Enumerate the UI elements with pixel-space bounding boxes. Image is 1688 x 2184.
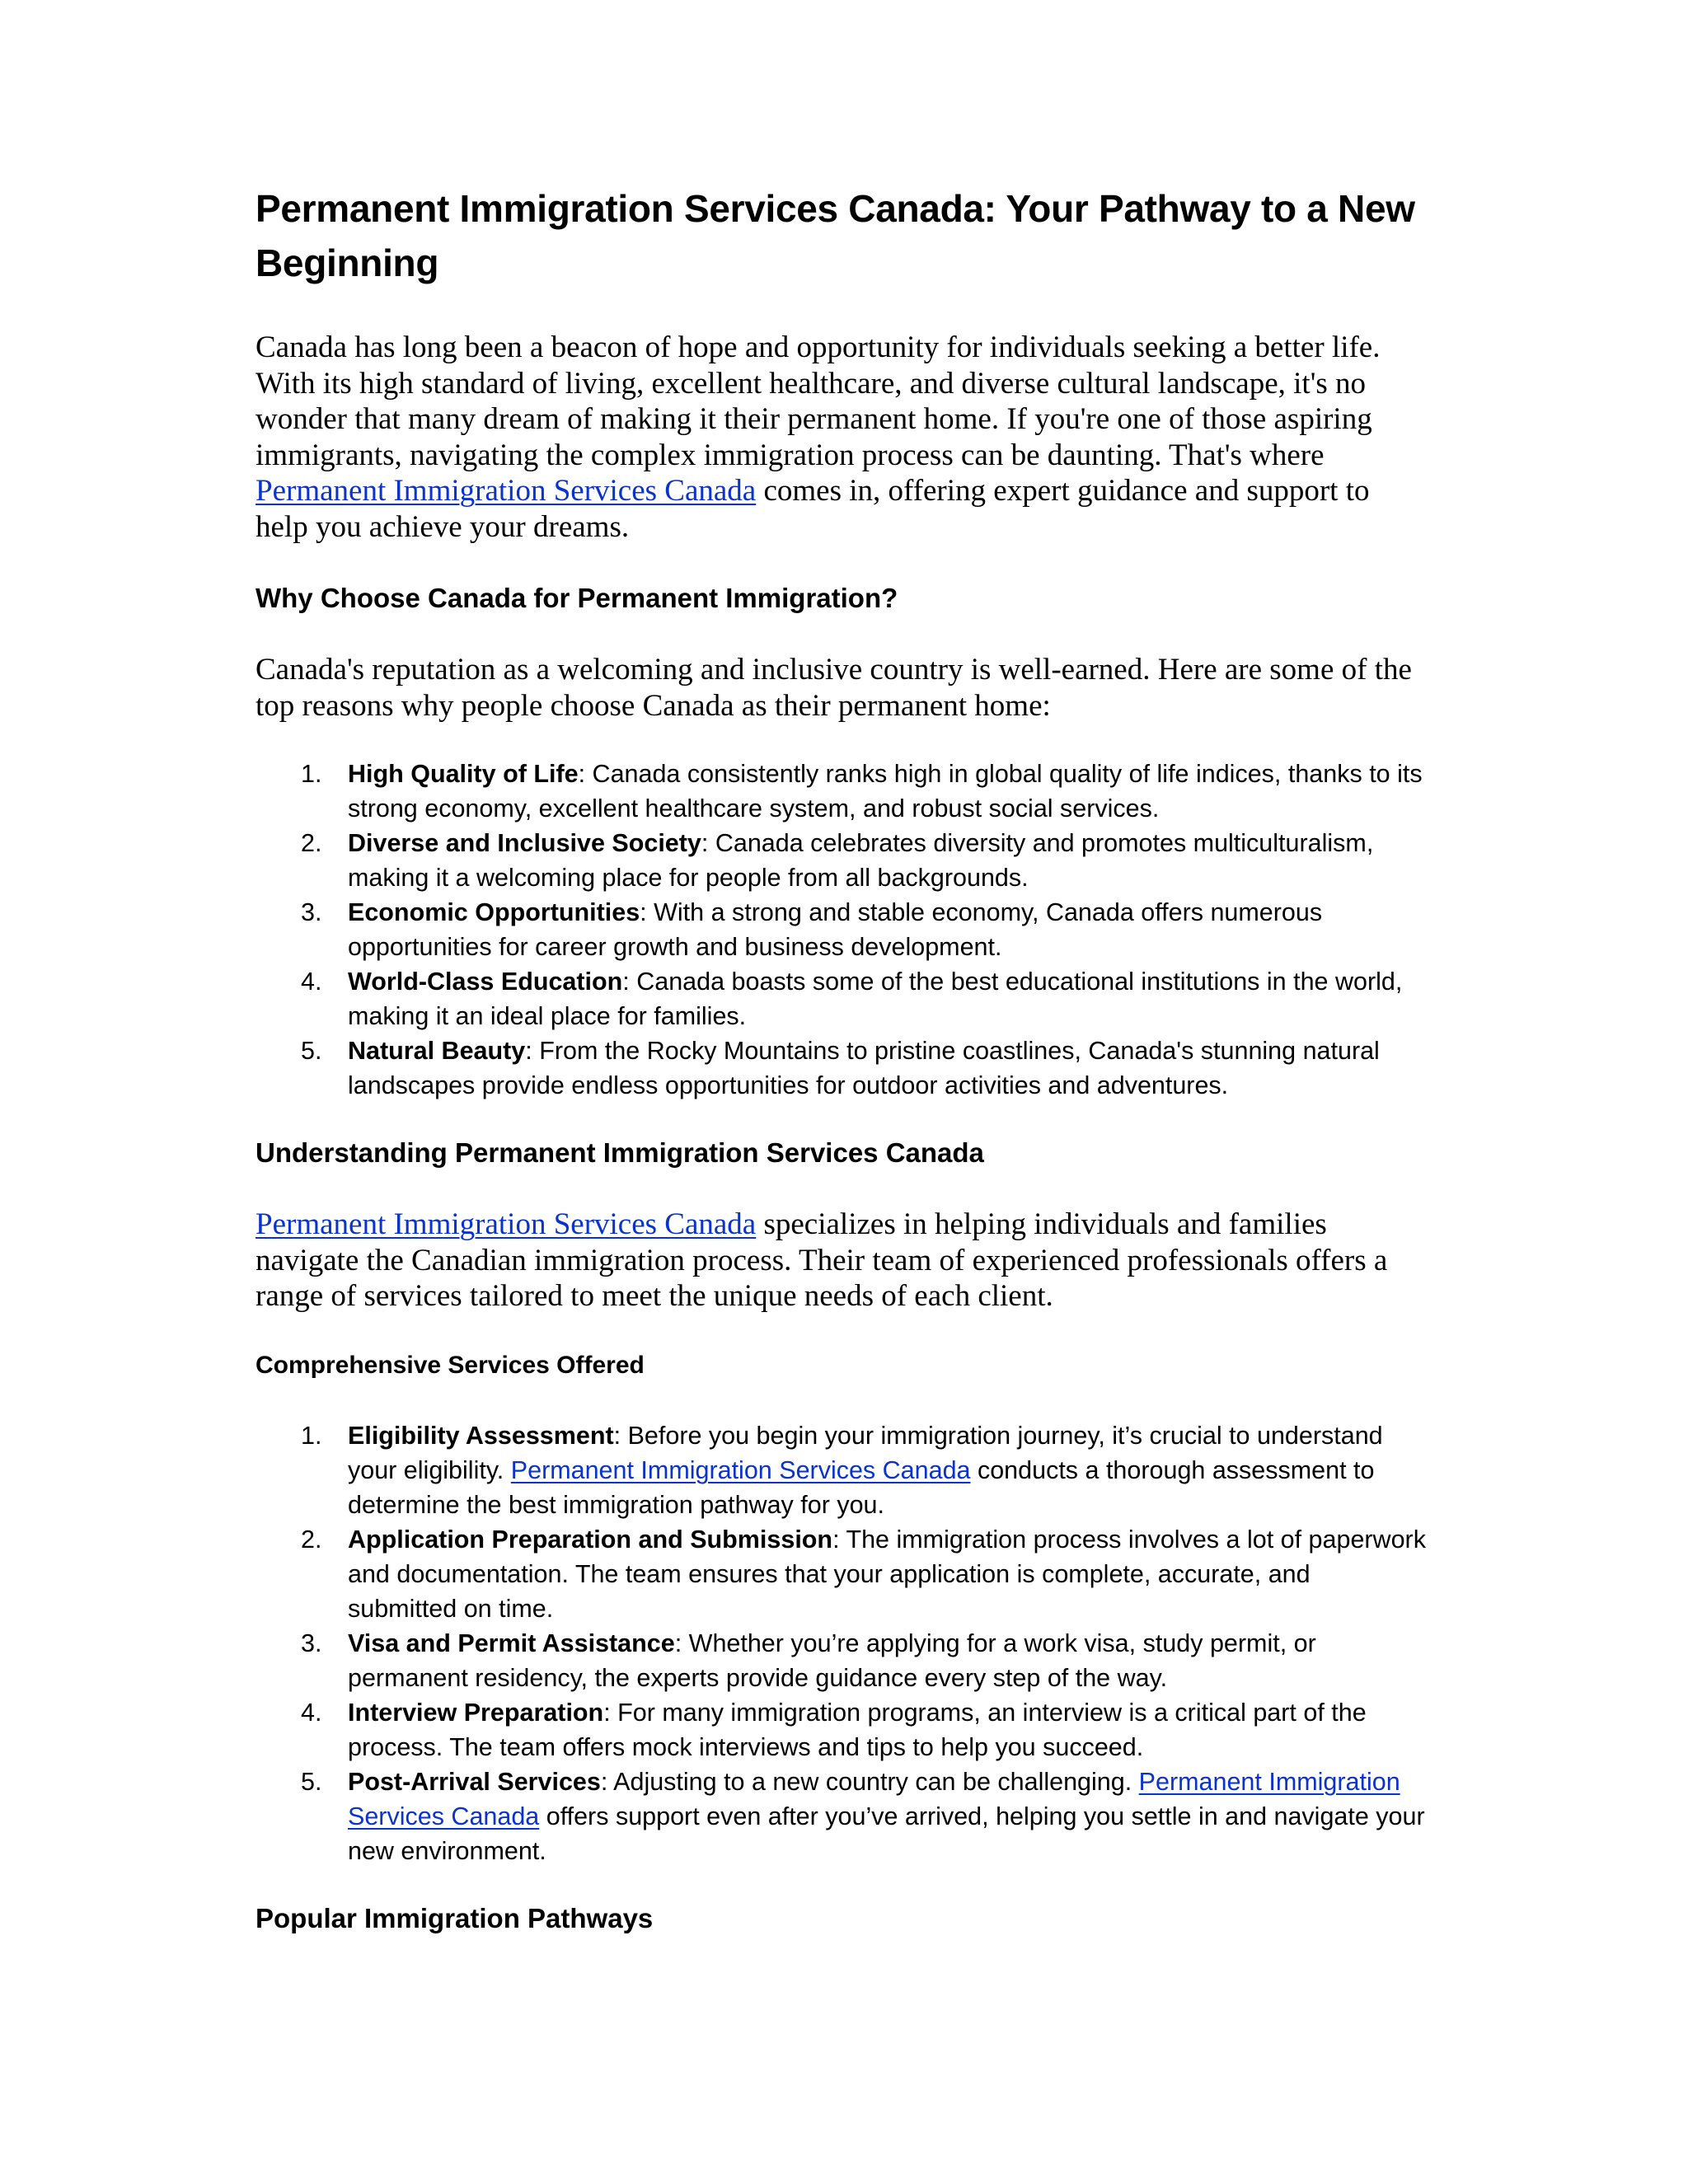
list-item-text: : Before you begin your immigration journey, it’s crucial to understand your eligibility. bbox=[348, 1421, 1383, 1484]
list-number: 3. bbox=[301, 1629, 322, 1657]
list-item-text: : With a strong and stable economy, Canada offers numerous opportunities for career growth and business development. bbox=[348, 898, 1323, 961]
intro-text-before: Canada has long been a beacon of hope and opportunity for individuals seeking a better life. With its high standard of living, excellent healthcare, and diverse cultural landscape, it's no wonder that many dream of making it their permanent home. If you're one of those aspiring immigrants, navigating the complex immigration process can be daunting. That's where bbox=[256, 330, 1381, 472]
list-item-title: World-Class Education bbox=[348, 968, 623, 996]
list-item bbox=[256, 1522, 1426, 1626]
intro-paragraph bbox=[256, 330, 1426, 545]
list-item-title: Eligibility Assessment bbox=[348, 1421, 614, 1450]
list-number: 4. bbox=[301, 1698, 322, 1727]
list-item-title: Diverse and Inclusive Society bbox=[348, 829, 701, 857]
list-item-text: : Canada celebrates diversity and promotes multiculturalism, making it a welcoming place for people from all backgrounds. bbox=[348, 829, 1374, 892]
page-title: Permanent Immigration Services Canada: Your Pathway to a New Beginning bbox=[256, 187, 1415, 284]
list-number: 5. bbox=[301, 1767, 322, 1796]
services-list bbox=[256, 1418, 1426, 1868]
why-paragraph: Canada's reputation as a welcoming and inclusive country is well-earned. Here are some of the top reasons why people choose Canada as their permanent home: bbox=[256, 653, 1412, 723]
list-item-title: Economic Opportunities bbox=[348, 898, 640, 926]
list-item bbox=[256, 1418, 1426, 1522]
list-item-text-after: offers support even after you’ve arrived, helping you settle in and navigate your new environment. bbox=[348, 1802, 1425, 1865]
list-item bbox=[256, 757, 1426, 826]
list-number: 3. bbox=[301, 898, 322, 926]
list-item bbox=[256, 1626, 1426, 1695]
pathways-heading: Popular Immigration Pathways bbox=[256, 1902, 654, 1933]
list-item bbox=[256, 964, 1426, 1033]
list-number: 2. bbox=[301, 1525, 322, 1554]
why-list bbox=[256, 757, 1426, 1103]
services-heading: Comprehensive Services Offered bbox=[256, 1351, 645, 1379]
list-item-title: Natural Beauty bbox=[348, 1037, 526, 1065]
understanding-paragraph bbox=[256, 1207, 1426, 1315]
list-item-text: : Whether you’re applying for a work visa, study permit, or permanent residency, the experts provide guidance every step of the way. bbox=[348, 1629, 1316, 1692]
list-item-text: : From the Rocky Mountains to pristine coastlines, Canada's stunning natural landscapes provide endless opportunities for outdoor activities and adventures. bbox=[348, 1037, 1380, 1099]
list-number: 1. bbox=[301, 1421, 322, 1450]
list-item-title: Post-Arrival Services bbox=[348, 1767, 601, 1796]
list-item bbox=[256, 1765, 1426, 1868]
list-item-title: Interview Preparation bbox=[348, 1698, 604, 1727]
list-item bbox=[256, 1695, 1426, 1765]
document-content bbox=[256, 181, 1426, 1936]
list-item-title: Application Preparation and Submission bbox=[348, 1525, 833, 1554]
list-item-text: : The immigration process involves a lot of paperwork and documentation. The team ensures that your application is complete, accurate, and submitted on time. bbox=[348, 1525, 1426, 1623]
list-item-text: : Canada consistently ranks high in global quality of life indices, thanks to its strong economy, excellent healthcare system, and robust social services. bbox=[348, 760, 1423, 823]
list-item-text-after: conducts a thorough assessment to determine the best immigration pathway for you. bbox=[348, 1455, 1375, 1519]
list-item bbox=[256, 826, 1426, 895]
list-number: 1. bbox=[301, 760, 322, 788]
list-number: 4. bbox=[301, 968, 322, 996]
list-item-title: High Quality of Life bbox=[348, 760, 579, 788]
list-number: 5. bbox=[301, 1037, 322, 1065]
why-heading: Why Choose Canada for Permanent Immigration? bbox=[256, 583, 898, 613]
list-item bbox=[256, 1033, 1426, 1103]
understanding-link[interactable]: Permanent Immigration Services Canada bbox=[256, 1207, 757, 1241]
list-item-text: : Adjusting to a new country can be challenging. bbox=[600, 1767, 1139, 1796]
list-item-title: Visa and Permit Assistance bbox=[348, 1629, 675, 1657]
list-number: 2. bbox=[301, 829, 322, 857]
services-link[interactable]: Permanent Immigration Services Canada bbox=[510, 1455, 971, 1484]
list-item-text: : For many immigration programs, an interview is a critical part of the process. The team offers mock interviews and tips to help you succeed. bbox=[348, 1698, 1367, 1761]
understanding-heading: Understanding Permanent Immigration Services Canada bbox=[256, 1137, 984, 1168]
list-item-text: : Canada boasts some of the best educational institutions in the world, making it an ideal place for families. bbox=[348, 968, 1403, 1030]
understanding-text: specializes in helping individuals and families navigate the Canadian immigration process. Their team of experienced professionals offers a range of services tailored to meet the unique needs of each client. bbox=[256, 1207, 1388, 1313]
list-item bbox=[256, 895, 1426, 964]
services-link[interactable]: Permanent Immigration Services Canada bbox=[348, 1767, 1400, 1830]
intro-text-after: comes in, offering expert guidance and support to help you achieve your dreams. bbox=[256, 474, 1370, 544]
intro-link[interactable]: Permanent Immigration Services Canada bbox=[256, 474, 757, 508]
